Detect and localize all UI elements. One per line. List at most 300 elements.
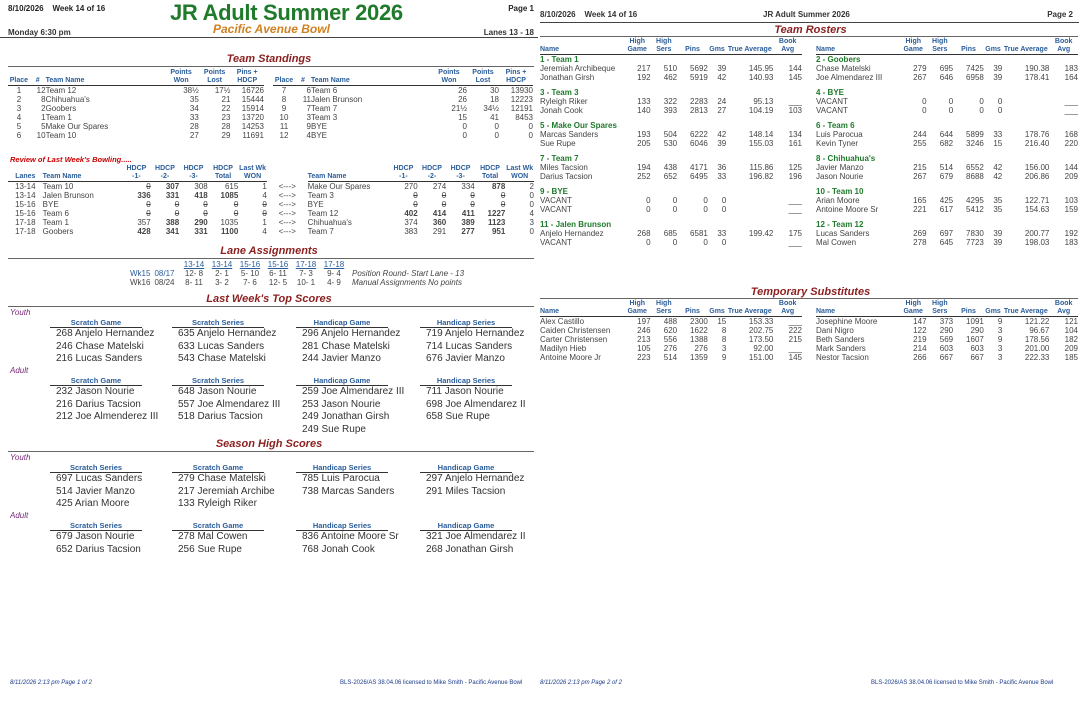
review-cell: 0 xyxy=(413,200,418,209)
standings-row xyxy=(273,95,533,104)
review-cell: 17-18 xyxy=(15,227,36,236)
sub-cell: 556 xyxy=(663,335,678,344)
roster-cell: 3246 xyxy=(966,139,984,148)
week-date: 08/24 xyxy=(154,278,175,287)
sub-cell: 8 xyxy=(721,335,727,344)
review-cell: 0 xyxy=(146,182,151,191)
score-entry: 278 Mal Cowen xyxy=(178,531,248,542)
score-category-header: Handicap Series xyxy=(420,376,512,386)
roster-row xyxy=(540,172,802,181)
review-cell: 2 xyxy=(529,182,534,191)
roster-cell: 695 xyxy=(939,64,954,73)
sub-cell: 178.56 xyxy=(1024,335,1050,344)
review-header: Team Name xyxy=(308,165,390,182)
review-cell: 0 xyxy=(262,209,267,218)
score-category-header: Scratch Game xyxy=(172,463,264,473)
roster-cell: 140.93 xyxy=(748,73,774,82)
roster-cell: 216.40 xyxy=(1024,139,1050,148)
standings-header: Pins + HDCP xyxy=(499,69,533,86)
standings-cell: 0 xyxy=(528,122,533,131)
roster-cell: 268 xyxy=(637,229,651,238)
review-cell: 411 xyxy=(461,209,475,218)
standings-header: Points Won xyxy=(163,69,198,86)
score-entry: 785 Luis Parocua xyxy=(302,473,380,484)
roster-cell: 145.95 xyxy=(748,64,774,73)
score-entry: 321 Joe Almendarez II xyxy=(426,531,526,542)
footer-license: BLS-2026/AS 38.04.06 licensed to Mike Smith - Pacific Avenue Bowl xyxy=(340,680,523,686)
roster-cell: 145 xyxy=(788,73,802,82)
review-cell: 0 xyxy=(529,191,534,200)
review-cell: 270 xyxy=(404,182,418,191)
review-header: HDCP -3- xyxy=(446,165,475,182)
roster-cell: 6581 xyxy=(690,229,708,238)
standings-cell: Team 10 xyxy=(45,131,77,140)
sub-cell: 290 xyxy=(970,326,984,335)
roster-cell: Jason Nourie xyxy=(816,172,864,181)
sub-row xyxy=(816,353,1078,362)
roster-cell: Mal Cowen xyxy=(816,238,857,247)
review-title: Review of Last Week's Bowling..... xyxy=(10,155,132,164)
standings-cell: 28 xyxy=(221,122,231,131)
sub-cell: 276 xyxy=(663,344,678,353)
review-header: HDCP -2- xyxy=(151,165,180,182)
roster-cell: 682 xyxy=(939,139,954,148)
score-entry: 543 Chase Matelski xyxy=(178,353,266,364)
roster-cell: 0 xyxy=(997,106,1003,115)
standings-cell: 8453 xyxy=(515,113,533,122)
divider xyxy=(8,66,534,67)
standings-header: Points Lost xyxy=(199,69,231,86)
review-cell: 0 xyxy=(174,200,180,209)
sub-cell: 266 xyxy=(913,353,927,362)
review-cell: 0 xyxy=(470,191,475,200)
score-entry: 279 Chase Matelski xyxy=(178,473,266,484)
review-cell: 307 xyxy=(165,182,180,191)
roster-cell: Arian Moore xyxy=(816,196,860,205)
roster-cell: 155.03 xyxy=(748,139,774,148)
sub-cell: 9 xyxy=(997,335,1003,344)
roster-cell: 42 xyxy=(993,172,1003,181)
review-header: HDCP -1- xyxy=(122,165,151,182)
sub-cell: 620 xyxy=(663,326,678,335)
score-entry: 281 Chase Matelski xyxy=(302,340,390,352)
review-cell: 336 xyxy=(137,191,151,200)
standings-cell: 3 xyxy=(306,113,311,122)
sub-cell: 603 xyxy=(939,344,954,353)
roster-cell: 0 xyxy=(672,205,678,214)
team-name: 3 - Team 3 xyxy=(540,88,579,97)
score-entry: 259 Joe Almendarez III xyxy=(302,386,405,397)
divider xyxy=(8,451,534,452)
sub-row xyxy=(816,335,1078,344)
standings-cell: 33 xyxy=(189,113,199,122)
sub-cell: 215 xyxy=(788,335,802,344)
sub-row xyxy=(816,344,1078,353)
rosters-title: Team Rosters xyxy=(774,24,847,36)
score-entry: 249 Jonathan Girsh xyxy=(302,411,390,422)
roster-header: Gms xyxy=(708,300,726,317)
review-cell: 1 xyxy=(262,218,267,227)
score-entry: 676 Javier Manzo xyxy=(426,353,505,364)
score-category-header: Scratch Game xyxy=(50,376,142,386)
roster-cell: 0 xyxy=(948,106,954,115)
standings-row xyxy=(8,95,264,104)
standings-cell: 8 xyxy=(281,95,287,104)
standings-cell: 18 xyxy=(490,95,499,104)
review-cell: 388 xyxy=(165,218,180,227)
roster-cell: 0 xyxy=(646,196,651,205)
sub-row xyxy=(540,326,802,335)
standings-cell: 35 xyxy=(189,95,199,104)
standings-cell: 26 xyxy=(458,95,467,104)
standings-row xyxy=(8,131,264,140)
standings-cell: 12 xyxy=(36,86,46,95)
sub-row xyxy=(816,326,1078,335)
roster-cell: 39 xyxy=(993,64,1003,73)
review-cell: Team 6 xyxy=(42,209,69,218)
roster-cell: 33 xyxy=(717,172,727,181)
roster-cell: 244 xyxy=(913,130,927,139)
roster-cell: 115.86 xyxy=(749,163,774,172)
roster-cell: 42 xyxy=(717,130,727,139)
review-cell: 0 xyxy=(500,200,506,209)
roster-cell: 215 xyxy=(913,163,927,172)
roster-cell: 5692 xyxy=(690,64,708,73)
roster-cell: 530 xyxy=(663,139,678,148)
lane-pair: 10- 1 xyxy=(296,278,316,287)
sub-cell: 8 xyxy=(721,326,727,335)
roster-row xyxy=(816,97,1078,106)
roster-header: Name xyxy=(540,38,624,55)
roster-cell: 156.00 xyxy=(1024,163,1050,172)
review-cell: 291 xyxy=(432,227,447,236)
team-name: 2 - Goobers xyxy=(816,55,861,64)
roster-cell: Luis Parocua xyxy=(816,130,863,139)
page-1 xyxy=(0,0,538,700)
review-cell: 389 xyxy=(461,218,475,227)
standings-cell: Team 1 xyxy=(45,113,72,122)
lane-row xyxy=(130,269,464,278)
roster-header: Gms xyxy=(708,38,726,55)
score-entry: 711 Jason Nourie xyxy=(426,386,504,397)
roster-cell: 220 xyxy=(1064,139,1078,148)
roster-cell: 103 xyxy=(788,106,802,115)
sub-cell: 3 xyxy=(721,344,727,353)
standings-cell: 22 xyxy=(221,104,231,113)
review-header: HDCP Total xyxy=(208,165,239,182)
standings-cell: Team 12 xyxy=(45,86,77,95)
review-cell: Team 12 xyxy=(307,209,339,218)
review-cell: 1085 xyxy=(220,191,239,200)
roster-cell: 0 xyxy=(672,196,678,205)
roster-header: True Average xyxy=(726,38,773,55)
sub-cell: 246 xyxy=(637,326,651,335)
standings-cell: 0 xyxy=(462,122,467,131)
sub-cell: 185 xyxy=(1064,353,1078,362)
roster-cell: 159 xyxy=(1064,205,1078,214)
sub-cell: Antoine Moore Jr xyxy=(540,353,601,362)
sub-cell: 223 xyxy=(637,353,651,362)
report-date: 8/10/2026 Week 14 of 16 xyxy=(8,4,106,13)
roster-header: True Average xyxy=(1002,300,1049,317)
rosters-right xyxy=(816,38,1078,247)
roster-cell: Marcas Sanders xyxy=(540,130,599,139)
roster-row xyxy=(816,229,1078,238)
review-cell: 0 xyxy=(146,209,151,218)
standings-cell: 0 xyxy=(528,131,533,140)
score-entry: 268 Anjelo Hernandez xyxy=(56,328,155,339)
roster-cell: 4295 xyxy=(966,196,984,205)
score-entry: 216 Lucas Sanders xyxy=(56,353,143,364)
lane-header: 13-14 xyxy=(183,260,205,269)
roster-header: Name xyxy=(816,300,900,317)
review-cell: Chihuahua's xyxy=(307,218,352,227)
adult-label: Adult xyxy=(10,366,29,375)
standings-row xyxy=(8,122,264,131)
roster-cell xyxy=(1002,106,1049,115)
review-cell: 13-14 xyxy=(15,191,36,200)
lane-header: 13-14 xyxy=(211,260,233,269)
roster-cell: 161 xyxy=(788,139,802,148)
review-cell: 0 xyxy=(441,191,447,200)
score-entry: 648 Jason Nourie xyxy=(178,386,257,397)
review-cell: 15-16 xyxy=(15,209,36,218)
sub-cell: 9 xyxy=(997,317,1003,326)
roster-header: High Game xyxy=(624,38,651,55)
roster-cell: 199.42 xyxy=(748,229,774,238)
review-cell: 3 xyxy=(529,218,534,227)
sub-cell: 213 xyxy=(637,335,651,344)
roster-cell: 183 xyxy=(1064,238,1078,247)
roster-header: High Game xyxy=(900,300,927,317)
review-cell: 360 xyxy=(432,218,447,227)
roster-row xyxy=(816,73,1078,82)
sub-cell: ___ xyxy=(788,344,802,353)
review-cell: 15-16 xyxy=(15,200,36,209)
sub-cell: 276 xyxy=(694,344,708,353)
score-category-header: Handicap Series xyxy=(296,521,388,531)
sub-cell: 219 xyxy=(913,335,927,344)
footer-license: BLS-2026/AS 38.04.06 licensed to Mike Smith - Pacific Avenue Bowl xyxy=(871,680,1054,686)
week-label: Wk15 xyxy=(130,269,151,278)
review-cell: 1227 xyxy=(487,209,506,218)
sub-cell: 488 xyxy=(663,317,678,326)
sub-cell: Caiden Christensen xyxy=(540,326,611,335)
roster-cell: VACANT xyxy=(816,106,848,115)
standings-left-table xyxy=(8,69,264,140)
score-entry: 679 Jason Nourie xyxy=(56,531,135,542)
standings-cell: 38½ xyxy=(183,86,199,95)
lane-header: 15-16 xyxy=(239,260,261,269)
footer-date: 8/11/2026 2:13 pm Page 1 of 2 xyxy=(10,680,92,686)
roster-header: Gms xyxy=(984,38,1002,55)
lane-pair: 7- 3 xyxy=(299,269,313,278)
roster-cell: 221 xyxy=(913,205,927,214)
roster-cell: 7830 xyxy=(966,229,984,238)
sub-cell: 214 xyxy=(913,344,927,353)
roster-cell: 95.13 xyxy=(753,97,774,106)
standings-cell: BYE xyxy=(311,131,328,140)
standings-cell: 21 xyxy=(221,95,231,104)
review-cell: Team 1 xyxy=(42,218,69,227)
roster-cell: 154.63 xyxy=(1024,205,1050,214)
score-list xyxy=(56,386,158,424)
standings-cell: 15 xyxy=(458,113,467,122)
standings-cell: 13720 xyxy=(241,113,264,122)
sub-cell: 1622 xyxy=(690,326,708,335)
standings-row xyxy=(273,104,533,113)
standings-cell: 0 xyxy=(494,131,499,140)
team-name: 8 - Chihuahua's xyxy=(816,154,876,163)
roster-row xyxy=(540,238,802,247)
roster-cell: 0 xyxy=(703,238,708,247)
standings-cell: 9 xyxy=(306,122,311,131)
standings-cell: 34 xyxy=(189,104,199,113)
standings-cell: 23 xyxy=(221,113,231,122)
standings-header: Pins + HDCP xyxy=(230,69,264,86)
roster-cell: 190.38 xyxy=(1024,64,1050,73)
review-cell: 0 xyxy=(441,200,447,209)
sub-cell: 3 xyxy=(997,326,1003,335)
review-cell: Team 10 xyxy=(42,182,74,191)
standings-header: Place xyxy=(273,69,295,86)
sub-cell: 153.33 xyxy=(748,317,774,326)
standings-cell: 13930 xyxy=(510,86,533,95)
roster-header: High Sers xyxy=(651,300,678,317)
score-list xyxy=(56,328,154,366)
roster-cell: 6046 xyxy=(690,139,708,148)
review-cell: 0 xyxy=(203,209,208,218)
lane-pair: 6- 11 xyxy=(269,269,287,278)
standings-cell: BYE xyxy=(311,122,328,131)
sub-cell: 147 xyxy=(913,317,927,326)
report-title: JR Adult Summer 2026 xyxy=(170,0,403,25)
standings-cell: 12 xyxy=(279,131,289,140)
review-header: HDCP -1- xyxy=(389,165,418,182)
score-list xyxy=(302,386,404,436)
lane-header: 15-16 xyxy=(267,260,289,269)
review-cell: 4 xyxy=(529,209,534,218)
lane-note: Position Round- Start Lane - 13 xyxy=(352,269,465,278)
roster-cell: 196.82 xyxy=(748,172,774,181)
week-cell xyxy=(130,269,180,278)
roster-cell: 122.71 xyxy=(1024,196,1050,205)
review-cell: BYE xyxy=(307,200,324,209)
roster-header: Pins xyxy=(677,300,708,317)
week-label: Wk16 xyxy=(130,278,151,287)
review-cell: 13-14 xyxy=(15,182,36,191)
standings-header: Team Name xyxy=(311,69,431,86)
sub-cell: 222 xyxy=(788,326,802,335)
standings-header: # xyxy=(30,69,46,86)
score-entry: 133 Ryleigh Riker xyxy=(178,498,257,509)
roster-header: True Average xyxy=(1002,38,1049,55)
roster-header: Book Avg xyxy=(1049,38,1078,55)
review-header: HDCP Total xyxy=(475,165,506,182)
sub-cell: 121 xyxy=(1064,317,1078,326)
roster-row xyxy=(816,130,1078,139)
standings-header: Place xyxy=(8,69,30,86)
roster-cell: ___ xyxy=(788,196,802,205)
roster-cell: 192 xyxy=(637,73,651,82)
score-entry: 652 Darius Tacsion xyxy=(56,543,141,555)
roster-cell: 148.14 xyxy=(748,130,774,139)
score-entry: 658 Sue Rupe xyxy=(426,411,490,422)
divider xyxy=(8,306,534,307)
roster-cell: ___ xyxy=(788,97,802,106)
standings-cell: 1 xyxy=(16,86,22,95)
review-header: Last Wk WON xyxy=(506,165,534,180)
youth-label: Youth xyxy=(10,453,31,462)
sub-cell: 3 xyxy=(997,353,1003,362)
roster-cell: 103 xyxy=(1064,196,1078,205)
roster-cell: 252 xyxy=(637,172,651,181)
review-cell: 357 xyxy=(137,218,151,227)
sub-cell: 15 xyxy=(717,317,727,326)
roster-cell: 644 xyxy=(939,130,954,139)
roster-table xyxy=(816,300,1078,362)
sub-cell: 2300 xyxy=(690,317,708,326)
footer-date: 8/11/2026 2:13 pm Page 2 of 2 xyxy=(540,680,622,686)
standings-cell: 11 xyxy=(279,122,289,131)
sub-cell: 145 xyxy=(788,353,802,362)
review-row xyxy=(8,182,534,192)
review-cell: <---> xyxy=(278,181,296,191)
standings-right-table xyxy=(273,69,533,140)
score-entry: 249 Sue Rupe xyxy=(302,423,366,435)
standings-row xyxy=(273,131,533,140)
roster-cell: 198.03 xyxy=(1024,238,1050,247)
roster-cell: 168 xyxy=(1064,130,1078,139)
sub-row xyxy=(816,317,1078,327)
standings-cell: 7 xyxy=(306,104,311,113)
score-category-header: Handicap Game xyxy=(420,463,512,473)
review-cell: 331 xyxy=(165,191,180,200)
center-name: Pacific Avenue Bowl xyxy=(213,22,330,36)
standings-cell: 11 xyxy=(302,95,311,104)
lane-pair: 3- 2 xyxy=(215,278,229,287)
roster-cell: Javier Manzo xyxy=(816,163,864,172)
roster-header: Name xyxy=(540,300,624,317)
roster-cell: 393 xyxy=(663,106,678,115)
score-category-header: Scratch Game xyxy=(50,318,142,328)
roster-cell: 0 xyxy=(721,238,727,247)
roster-cell: 646 xyxy=(939,73,954,82)
review-header: HDCP -2- xyxy=(418,165,447,182)
roster-header: True Average xyxy=(726,300,773,317)
standings-cell: 9 xyxy=(281,104,287,113)
standings-cell: 5 xyxy=(16,122,22,131)
roster-cell: 206.86 xyxy=(1024,172,1050,181)
standings-cell: Make Our Spares xyxy=(45,122,109,131)
standings-header: Points Won xyxy=(431,69,467,86)
standings-title: Team Standings xyxy=(226,53,312,65)
sub-cell: 1388 xyxy=(690,335,708,344)
roster-cell: 652 xyxy=(663,172,678,181)
roster-cell: 133 xyxy=(637,97,651,106)
roster-row xyxy=(540,139,802,148)
score-category-header: Handicap Series xyxy=(420,318,512,328)
review-cell: 383 xyxy=(404,227,418,236)
team-name: 9 - BYE xyxy=(540,187,569,196)
roster-row xyxy=(540,64,802,73)
score-entry: 297 Anjelo Hernandez xyxy=(426,473,525,484)
rosters-left xyxy=(540,38,802,247)
sub-row xyxy=(540,317,802,327)
score-entry: 268 Jonathan Girsh xyxy=(426,543,514,555)
roster-cell: 5412 xyxy=(966,205,984,214)
roster-cell: 0 xyxy=(646,205,651,214)
